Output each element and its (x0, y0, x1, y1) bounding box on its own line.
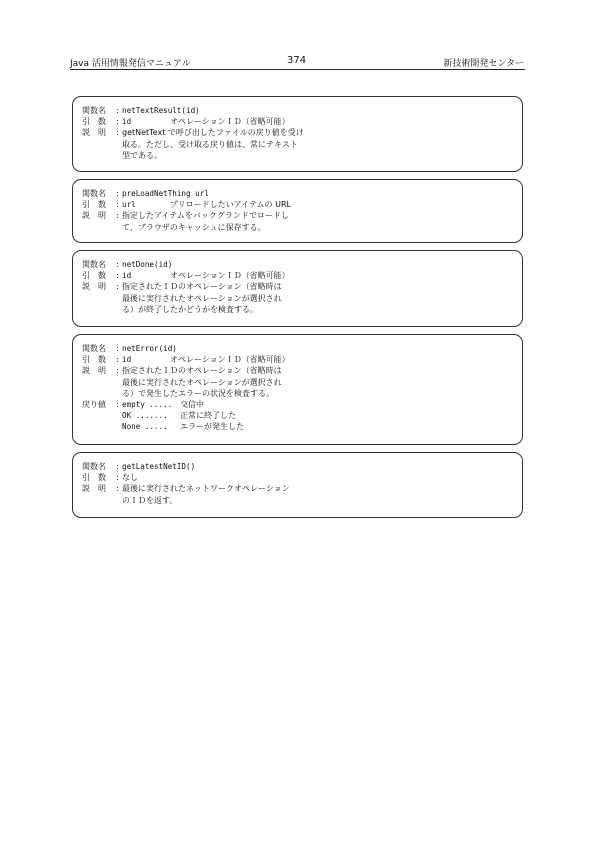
label-function-name: 関数名 (82, 344, 106, 353)
label-function-name: 関数名 (82, 462, 106, 471)
return-key: None ..... (122, 422, 168, 432)
function-box-netDone: 関数名 : netDone(id) 引 数 : id オペレーションＩＤ（省略可能） 説 明 : 指定されたＩＤのオペレーション（省略時は 最後に実行されたオペレーションが選択され る）が終了したかどうかを検査する。 (72, 250, 523, 327)
argument-description: なし (122, 473, 138, 483)
header-rule (70, 69, 525, 70)
argument-name: url (122, 200, 136, 210)
return-text: 交信中 (180, 400, 204, 410)
label-function-name: 関数名 (82, 189, 106, 198)
label-description: 説 明 (82, 211, 106, 221)
function-name: getLatestNetID() (122, 462, 196, 471)
page-header (70, 56, 524, 70)
header-organization: 新技術開発センター (443, 59, 524, 69)
function-name: netTextResult(id) (122, 106, 200, 115)
return-text: エラーが発生した (180, 422, 244, 432)
header-title: Java 活用情報発信マニュアル (70, 59, 191, 69)
function-name: netError(id) (122, 344, 177, 353)
return-text: 正常に終了した (180, 411, 236, 421)
label-arguments: 引 数 (82, 117, 106, 127)
description-line: 型である。 (122, 150, 162, 160)
description-line: 最後に実行されたネットワークオペレーション (122, 484, 290, 494)
description-line: 指定されたＩＤのオペレーション（省略時は (122, 366, 282, 376)
label-arguments: 引 数 (82, 473, 106, 483)
label-arguments: 引 数 (82, 200, 106, 210)
argument-description: プリロードしたいアイテムの URL (170, 200, 291, 210)
label-arguments: 引 数 (82, 355, 106, 365)
function-box-netTextResult: 関数名 : netTextResult(id) 引 数 : id オペレーションＩＤ（省略可能） 説 明 : getNetText で呼び出したファイルの戻り値を受け 取る。ただし、受け取る戻り値は、常にテキスト 型である。 (72, 96, 523, 172)
argument-name: id (122, 117, 132, 127)
description-line: て、ブラウザのキャッシュに保存する。 (122, 222, 266, 232)
argument-name: id (122, 271, 132, 281)
label-arguments: 引 数 (82, 271, 106, 281)
description-line: 指定されたＩＤのオペレーション（省略時は (122, 282, 282, 292)
function-box-preLoadNetThing: 関数名 : preLoadNetThing url 引 数 : url プリロードしたいアイテムの URL 説 明 : 指定したアイテムをバックグランドでロードし て、ブラウザのキャッシュに保存する。 (72, 179, 523, 243)
description-line: 最後に実行されたオペレーションが選択され (122, 293, 282, 303)
return-key: OK ....... (122, 411, 168, 421)
description-line: る）が終了したかどうかを検査する。 (122, 304, 258, 314)
description-line: る）で発生したエラーの状況を検査する。 (122, 388, 274, 398)
label-description: 説 明 (82, 282, 106, 292)
argument-description: オペレーションＩＤ（省略可能） (170, 355, 290, 365)
description-line: 取る。ただし、受け取る戻り値は、常にテキスト (122, 139, 298, 149)
label-function-name: 関数名 (82, 260, 106, 269)
description-line: 最後に実行されたオペレーションが選択され (122, 377, 282, 387)
label-return-value: 戻り値 (82, 400, 106, 410)
label-description: 説 明 (82, 128, 106, 138)
argument-description: オペレーションＩＤ（省略可能） (170, 117, 290, 127)
function-name: netDone(id) (122, 260, 173, 269)
description-line: getNetText で呼び出したファイルの戻り値を受け (122, 128, 304, 138)
label-description: 説 明 (82, 484, 106, 494)
argument-description: オペレーションＩＤ（省略可能） (170, 271, 290, 281)
argument-name: id (122, 355, 132, 365)
return-key: empty ..... (122, 400, 173, 410)
function-box-netError: 関数名 : netError(id) 引 数 : id オペレーションＩＤ（省略可能） 説 明 : 指定されたＩＤのオペレーション（省略時は 最後に実行されたオペレーションが選択され る）で発生したエラーの状況を検査する。 戻り値 : empty ..... 交信中 OK ....... 正常に終了した None ..... エラーが発生した (72, 334, 523, 445)
description-line: 指定したアイテムをバックグランドでロードし (122, 211, 289, 221)
function-box-getLatestNetID: 関数名 : getLatestNetID() 引 数 : なし 説 明 : 最後に実行されたネットワークオペレーション のＩＤを返す。 (72, 452, 523, 518)
page-number: 374 (287, 55, 307, 66)
function-name: preLoadNetThing url (122, 189, 209, 198)
label-function-name: 関数名 (82, 106, 106, 115)
description-line: のＩＤを返す。 (122, 495, 178, 505)
label-description: 説 明 (82, 366, 106, 376)
